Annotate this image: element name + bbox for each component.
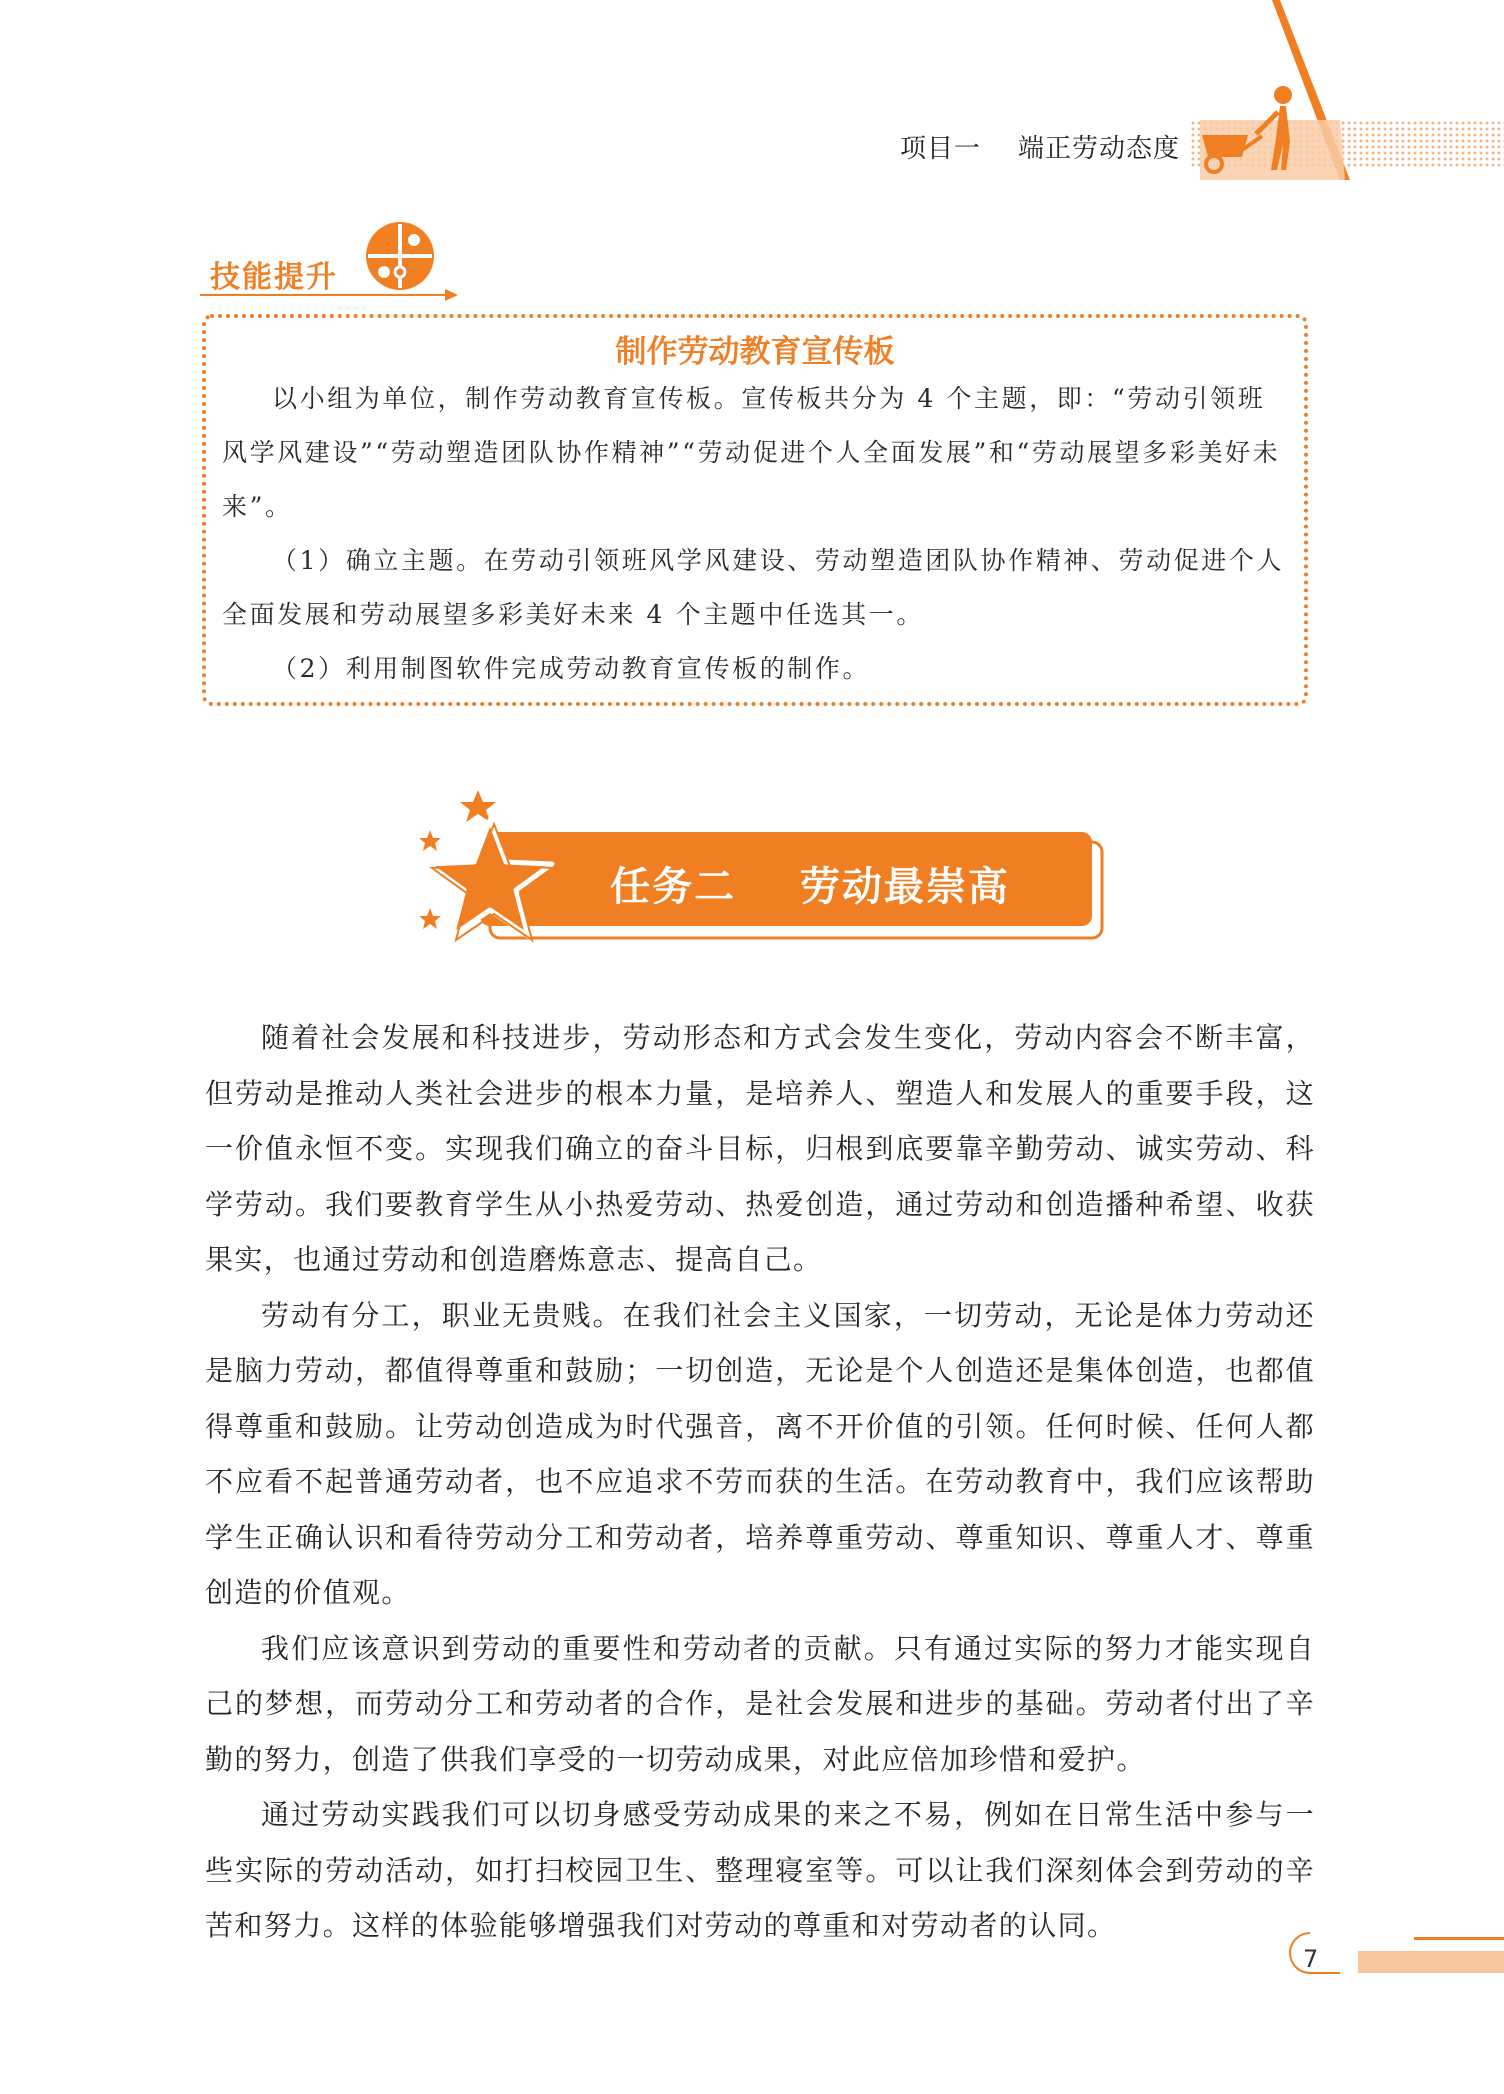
body-paragraph: 我们应该意识到劳动的重要性和劳动者的贡献。只有通过实际的努力才能实现自己的梦想，而劳动分工和劳动者的合作，是社会发展和进步的基础。劳动者付出了辛勤的努力，创造了供我们享受的一切劳动成果，对此应倍加珍惜和爱护。 bbox=[205, 1631, 1315, 1776]
skill-task-content bbox=[222, 372, 1286, 696]
skill-paragraph: 以小组为单位，制作劳动教育宣传板。宣传板共分为 4 个主题，即：“劳动引领班风学风建设”“劳动塑造团队协作精神”“劳动促进个人全面发展”和“劳动展望多彩美好未来”。 bbox=[222, 384, 1281, 521]
page-number: 7 bbox=[1303, 1945, 1319, 1973]
skill-paragraph: （2）利用制图软件完成劳动教育宣传板的制作。 bbox=[272, 654, 871, 683]
body-paragraph: 通过劳动实践我们可以切身感受劳动成果的来之不易，例如在日常生活中参与一些实际的劳动活动，如打扫校园卫生、整理寝室等。可以让我们深刻体会到劳动的辛苦和努力。这样的体验能够增强我们对劳动的尊重和对劳动者的认同。 bbox=[205, 1798, 1315, 1942]
body-paragraph: 劳动有分工，职业无贵贱。在我们社会主义国家，一切劳动，无论是体力劳动还是脑力劳动，都值得尊重和鼓励；一切创造，无论是个人创造还是集体创造，也都值得尊重和鼓励。让劳动创造成为时代强音，离不开价值的引领。任何时候、任何人都不应看不起普通劳动者，也不应追求不劳而获的生活。在劳动教育中，我们应该帮助学生正确认识和看待劳动分工和劳动者，培养尊重劳动、尊重知识、尊重人才、尊重创造的价值观。 bbox=[205, 1298, 1315, 1609]
star-icon bbox=[420, 908, 441, 929]
skill-paragraph: （1）确立主题。在劳动引领班风学风建设、劳动塑造团队协作精神、劳动促进个人全面发展和劳动展望多彩美好未来 4 个主题中任选其一。 bbox=[222, 546, 1285, 629]
body-paragraph: 随着社会发展和科技进步，劳动形态和方式会发生变化，劳动内容会不断丰富，但劳动是推动人类社会进步的根本力量，是培养人、塑造人和发展人的重要手段，这一价值永恒不变。实现我们确立的奋斗目标，归根到底要靠辛勤劳动、诚实劳动、科学劳动。我们要教育学生从小热爱劳动、热爱创造，通过劳动和创造播种希望、收获果实，也通过劳动和创造磨炼意志、提高自己。 bbox=[205, 1021, 1315, 1276]
star-icon bbox=[460, 790, 496, 822]
skill-task-title: 制作劳动教育宣传板 bbox=[615, 334, 895, 370]
star-icon bbox=[420, 830, 441, 851]
task-title: 任务二 劳动最崇高 bbox=[610, 864, 1010, 910]
worker-with-wheelbarrow-icon bbox=[1180, 0, 1360, 180]
skill-section-label: 技能提升 bbox=[210, 260, 338, 295]
puzzle-icon bbox=[364, 220, 436, 292]
chapter-header-title: 项目一 端正劳动态度 bbox=[900, 134, 1181, 164]
main-body-text bbox=[205, 1010, 1315, 1954]
